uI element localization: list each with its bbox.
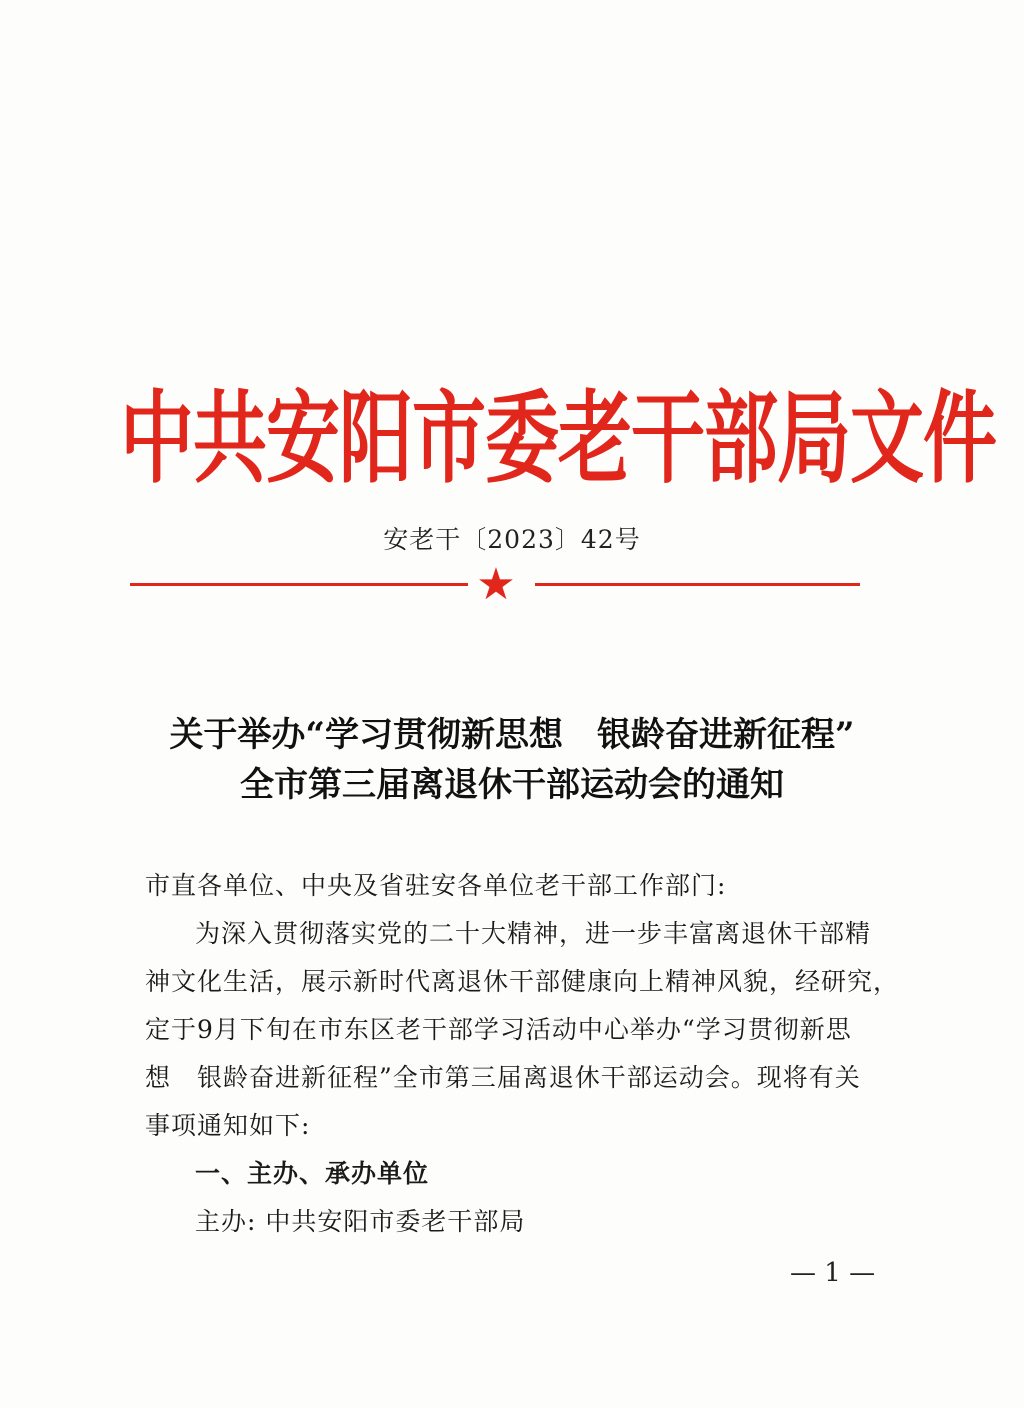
notice-body [145, 862, 900, 1246]
document-header-title: 中共安阳市委老干部局文件 [120, 381, 996, 498]
notice-title [0, 710, 1024, 810]
notice-title-line-1: 关于举办“学习贯彻新思想 银龄奋进新征程” [169, 715, 855, 755]
section-heading: 一、主办、承办单位 [195, 1159, 430, 1188]
host-line: 主办: 中共安阳市委老干部局 [195, 1207, 526, 1236]
notice-title-line-2: 全市第三届离退休干部运动会的通知 [240, 765, 784, 805]
paragraph-line: 为深入贯彻落实党的二十大精神，进一步丰富离退休干部精 [195, 919, 872, 948]
red-divider [130, 559, 860, 610]
page-number: — 1 — [790, 1258, 876, 1288]
red-rule-right [535, 583, 860, 586]
paragraph-line: 想 银龄奋进新征程”全市第三届离退休干部运动会。现将有关 [145, 1063, 861, 1092]
red-rule-left [130, 583, 468, 586]
salutation: 市直各单位、中央及省驻安各单位老干部工作部门: [145, 871, 727, 900]
red-star-icon: ★ [476, 559, 516, 610]
document-number: 安老干〔2023〕42号 [383, 525, 641, 554]
paragraph-line: 事项通知如下: [145, 1111, 311, 1140]
paragraph-line: 神文化生活，展示新时代离退休干部健康向上精神风貌，经研究， [145, 967, 900, 996]
paragraph-line: 定于9月下旬在市东区老干部学习活动中心举办“学习贯彻新思 [145, 1015, 852, 1044]
